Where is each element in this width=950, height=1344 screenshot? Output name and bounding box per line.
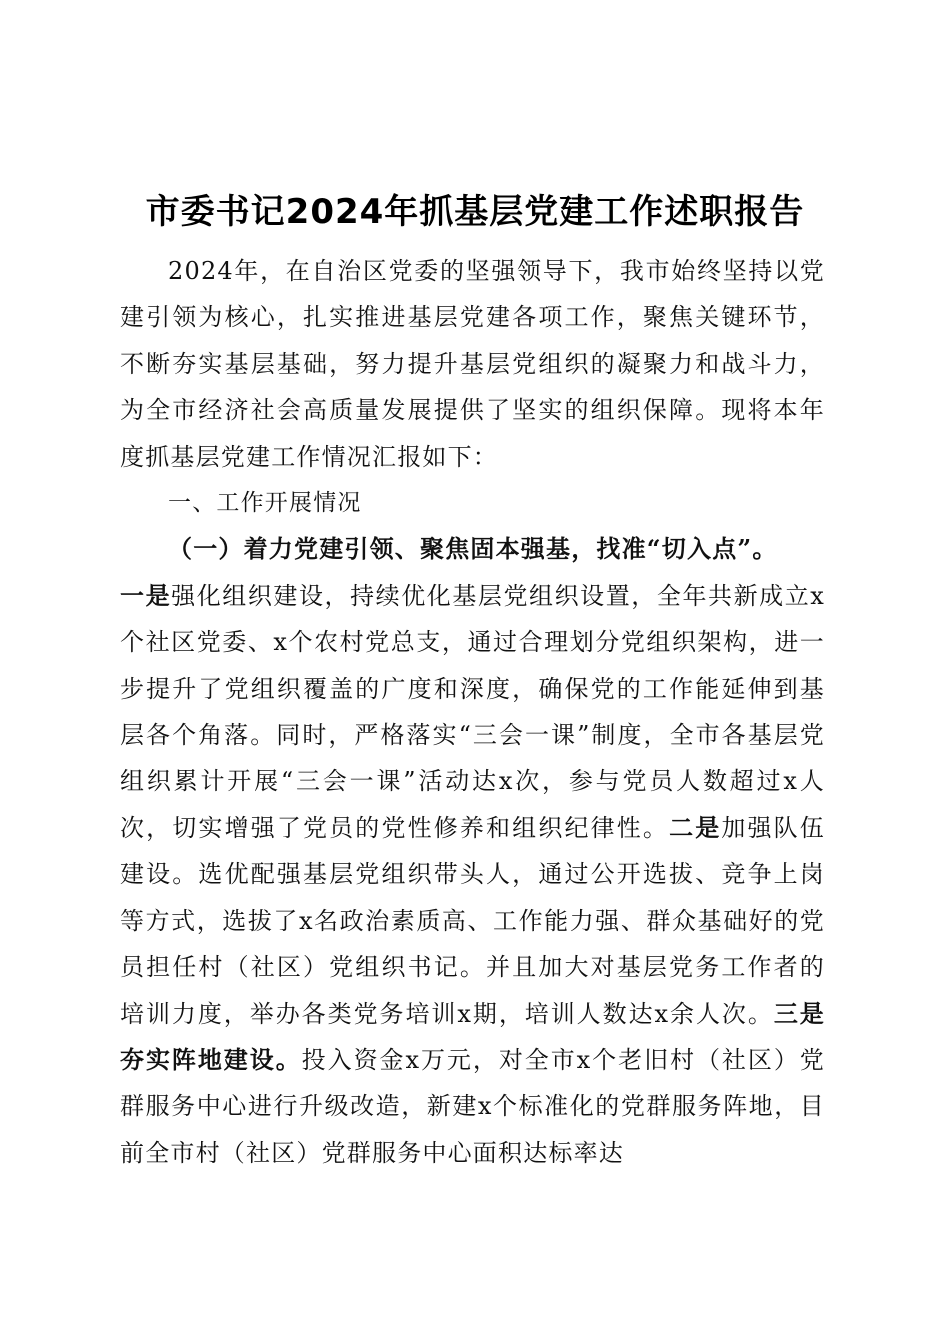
point-two-lead: 二是 — [669, 812, 722, 842]
point-three-text: 投入资金x万元，对全市x个老旧村（社区）党群服务中心进行升级改造，新建x个标准化的党群服务阵地，目前全市村（社区）党群服务中心面积达标率达 — [120, 1045, 825, 1167]
document-title: 市委书记2024年抓基层党建工作述职报告 — [145, 192, 805, 232]
point-three-lead: 三是夯实阵地建设。 — [120, 998, 825, 1074]
body-paragraph — [120, 573, 825, 1176]
point-one-text: 强化组织建设，持续优化基层党组织设置，全年共新成立x个社区党委、x个农村党总支，通过合理划分党组织架构，进一步提升了党组织覆盖的广度和深度，确保党的工作能延伸到基层各个角落。同时，严格落实“三会一课”制度，全市各基层党组织累计开展“三会一课”活动达x次，参与党员人数超过x人次，切实增强了党员的党性修养和组织纪律性。 — [120, 581, 826, 842]
section-heading: 一、工作开展情况 — [168, 490, 362, 517]
intro-paragraph: 2024年，在自治区党委的坚强领导下，我市始终坚持以党建引领为核心，扎实推进基层党建各项工作，聚焦关键环节，不断夯实基层基础，努力提升基层党组织的凝聚力和战斗力，为全市经济社会高质量发展提供了坚实的组织保障。现将本年度抓基层党建工作情况汇报如下： — [120, 257, 825, 471]
document-body — [120, 248, 825, 1176]
point-two-text: 加强队伍建设。选优配强基层党组织带头人，通过公开选拔、竞争上岗等方式，选拔了x名政治素质高、工作能力强、群众基础好的党员担任村（社区）党组织书记。并且加大对基层党务工作者的培训力度，举办各类党务培训x期，培训人数达x余人次。 — [120, 813, 825, 1028]
point-one-lead: 一是 — [120, 580, 172, 610]
subsection-heading: （一）着力党建引领、聚焦固本强基，找准“切入点”。 — [168, 534, 778, 564]
